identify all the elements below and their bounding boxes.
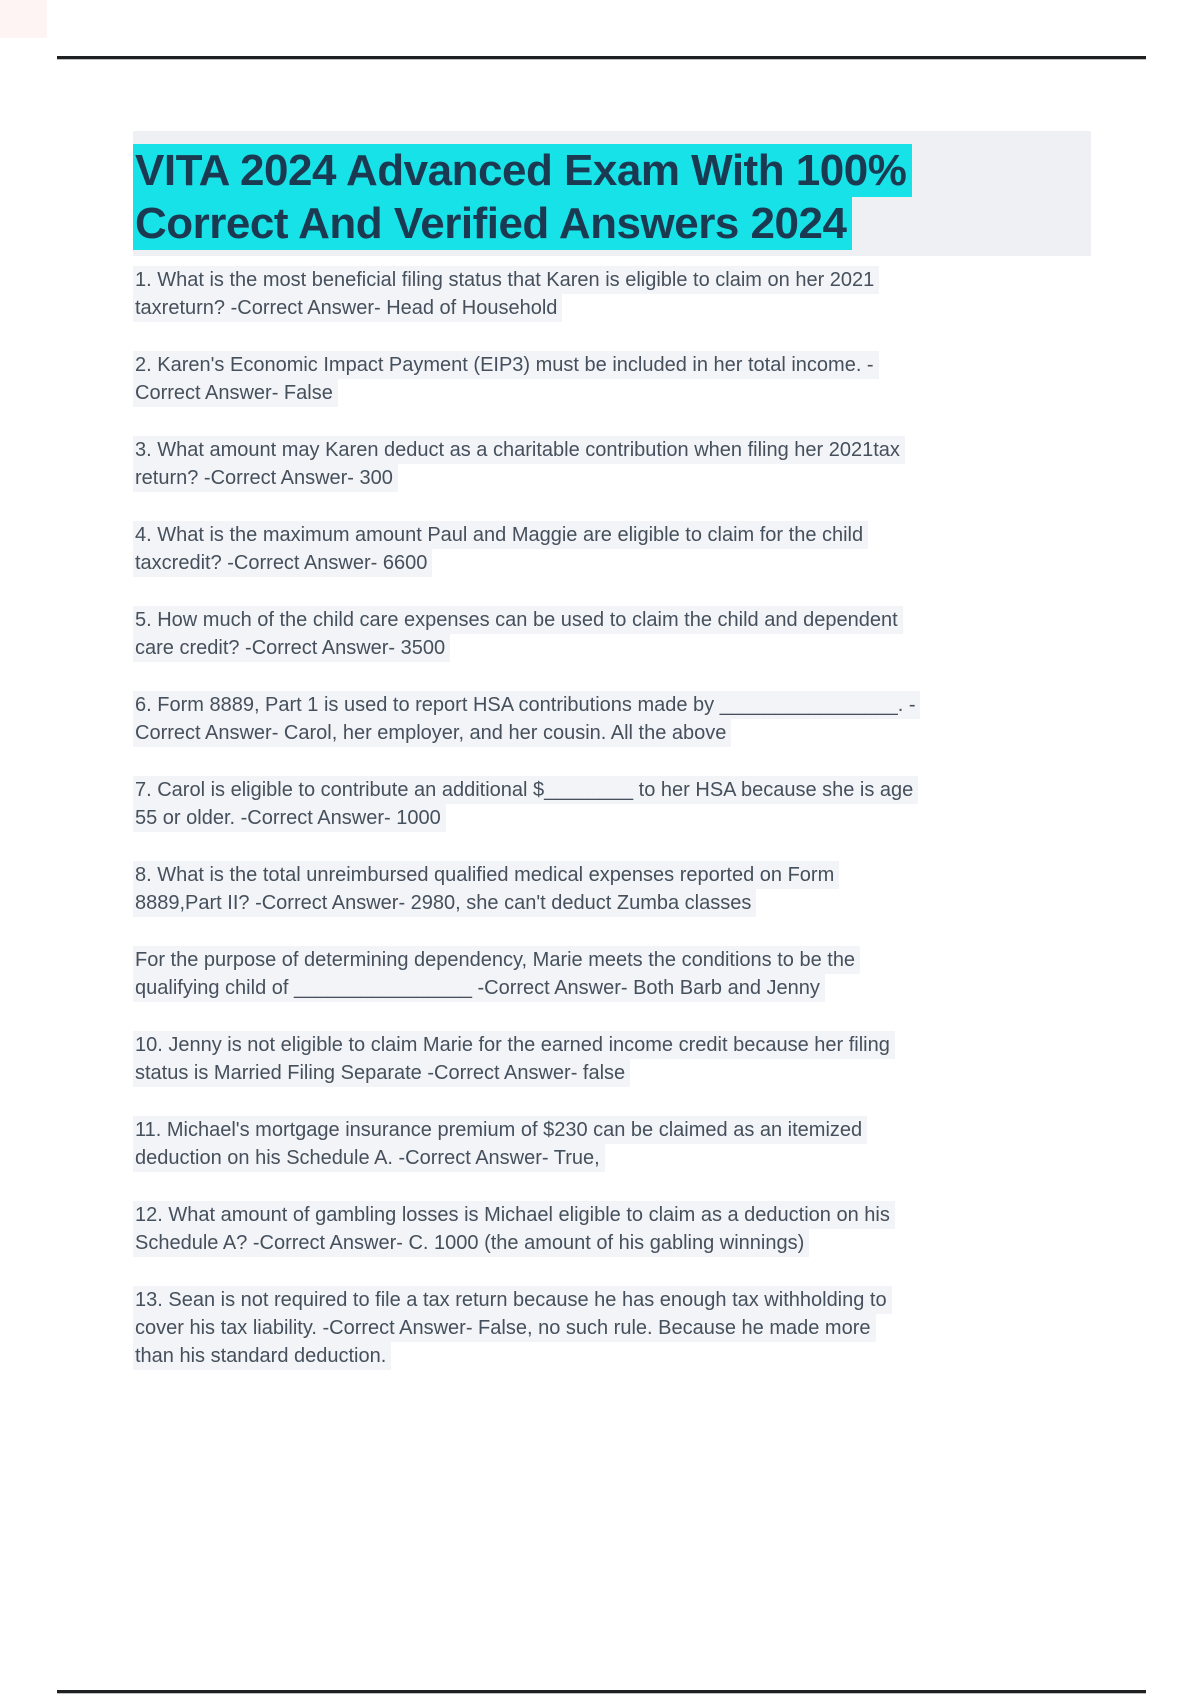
- qa-line: 5. How much of the child care expenses can be used to claim the child and dependent: [133, 606, 903, 634]
- qa-line: 55 or older. -Correct Answer- 1000: [133, 804, 446, 832]
- bottom-rule: [57, 1690, 1146, 1693]
- qa-item-8: [135, 861, 1075, 917]
- qa-line: 6. Form 8889, Part 1 is used to report HSA contributions made by ________________. -: [133, 691, 920, 719]
- qa-line: taxcredit? -Correct Answer- 6600: [133, 549, 432, 577]
- qa-item-9: [135, 946, 1075, 1002]
- qa-line: deduction on his Schedule A. -Correct Answer- True,: [133, 1144, 605, 1172]
- qa-line: taxreturn? -Correct Answer- Head of Household: [133, 294, 562, 322]
- qa-item-10: [135, 1031, 1075, 1087]
- qa-item-6: [135, 691, 1075, 747]
- qa-item-5: [135, 606, 1075, 662]
- page-title: [133, 144, 1091, 250]
- qa-line: cover his tax liability. -Correct Answer- False, no such rule. Because he made more: [133, 1314, 876, 1342]
- corner-artifact: [0, 0, 47, 38]
- qa-item-1: [135, 266, 1075, 322]
- qa-line: Correct Answer- False: [133, 379, 338, 407]
- qa-line: For the purpose of determining dependency, Marie meets the conditions to be the: [133, 946, 860, 974]
- qa-line: 2. Karen's Economic Impact Payment (EIP3) must be included in her total income. -: [133, 351, 879, 379]
- qa-line: than his standard deduction.: [133, 1342, 391, 1370]
- title-line-1: VITA 2024 Advanced Exam With 100%: [133, 144, 912, 197]
- qa-item-13: [135, 1286, 1075, 1370]
- qa-line: Correct Answer- Carol, her employer, and her cousin. All the above: [133, 719, 731, 747]
- top-rule: [57, 56, 1146, 59]
- qa-line: status is Married Filing Separate -Correct Answer- false: [133, 1059, 630, 1087]
- qa-item-7: [135, 776, 1075, 832]
- qa-line: 1. What is the most beneficial filing status that Karen is eligible to claim on her 2021: [133, 266, 879, 294]
- qa-line: 13. Sean is not required to file a tax return because he has enough tax withholding to: [133, 1286, 892, 1314]
- qa-list: [135, 266, 1075, 1399]
- qa-line: 3. What amount may Karen deduct as a charitable contribution when filing her 2021tax: [133, 436, 905, 464]
- qa-item-11: [135, 1116, 1075, 1172]
- title-line-2: Correct And Verified Answers 2024: [133, 197, 852, 250]
- qa-item-4: [135, 521, 1075, 577]
- qa-line: 8889,Part II? -Correct Answer- 2980, she can't deduct Zumba classes: [133, 889, 756, 917]
- qa-item-12: [135, 1201, 1075, 1257]
- qa-item-2: [135, 351, 1075, 407]
- qa-line: 10. Jenny is not eligible to claim Marie for the earned income credit because her filing: [133, 1031, 895, 1059]
- qa-line: 4. What is the maximum amount Paul and Maggie are eligible to claim for the child: [133, 521, 868, 549]
- qa-line: qualifying child of ________________ -Correct Answer- Both Barb and Jenny: [133, 974, 825, 1002]
- qa-item-3: [135, 436, 1075, 492]
- qa-line: return? -Correct Answer- 300: [133, 464, 398, 492]
- qa-line: 12. What amount of gambling losses is Michael eligible to claim as a deduction on his: [133, 1201, 895, 1229]
- title-panel: [133, 131, 1091, 256]
- qa-line: care credit? -Correct Answer- 3500: [133, 634, 450, 662]
- qa-line: 11. Michael's mortgage insurance premium of $230 can be claimed as an itemized: [133, 1116, 867, 1144]
- qa-line: 8. What is the total unreimbursed qualified medical expenses reported on Form: [133, 861, 839, 889]
- qa-line: 7. Carol is eligible to contribute an additional $________ to her HSA because she is age: [133, 776, 918, 804]
- qa-line: Schedule A? -Correct Answer- C. 1000 (the amount of his gabling winnings): [133, 1229, 809, 1257]
